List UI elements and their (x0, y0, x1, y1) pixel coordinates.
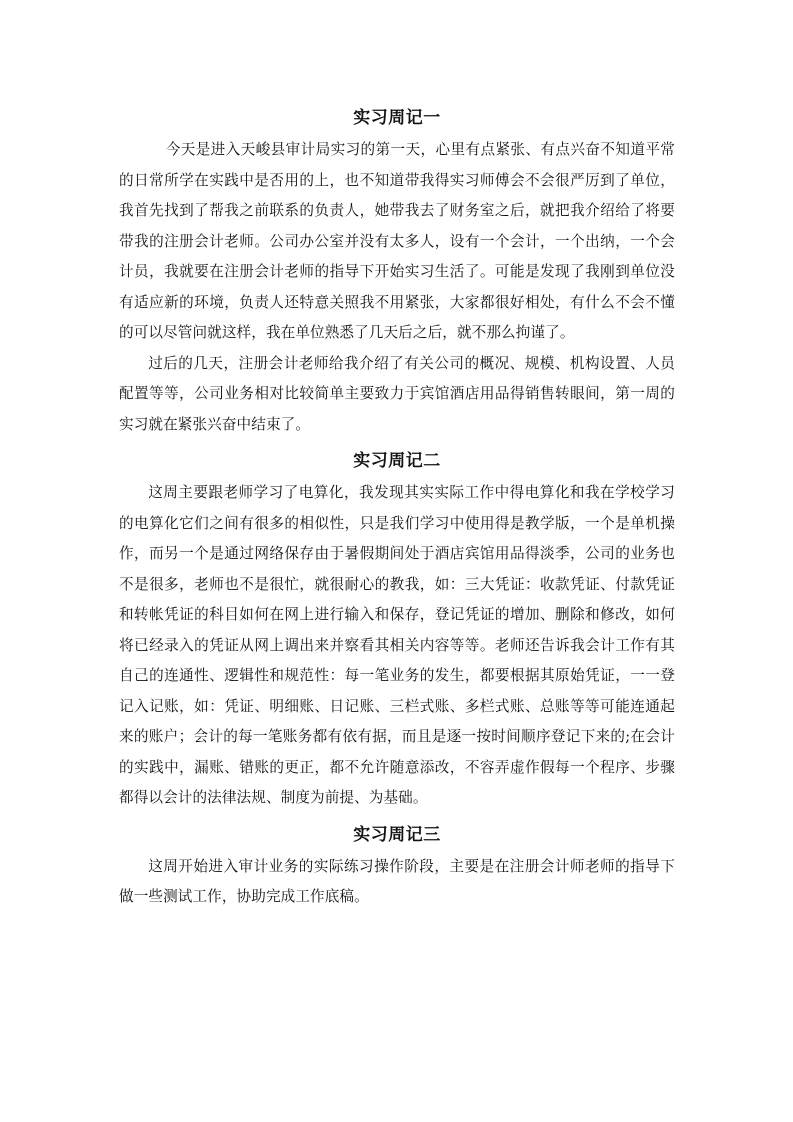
section-paragraph: 过后的几天，注册会计老师给我介绍了有关公司的概况、规模、机构设置、人员配置等等，公司业务相对比较简单主要致力于宾馆酒店用品得销售转眼间，第一周的实习就在紧张兴奋中结束了。 (119, 354, 675, 433)
weekly-report-section-1 (119, 103, 675, 440)
weekly-report-section-3 (119, 820, 675, 913)
weekly-report-section-2 (119, 446, 675, 814)
section-paragraph: 这周开始进入审计业务的实际练习操作阶段，主要是在注册会计师老师的指导下做一些测试工作，协助完成工作底稿。 (119, 857, 675, 905)
section-paragraph: 这周主要跟老师学习了电算化，我发现其实实际工作中得电算化和我在学校学习的电算化它们之间有很多的相似性，只是我们学习中使用得是教学版，一个是单机操作，而另一个是通过网络保存由于暑假期间处于酒店宾馆用品得淡季，公司的业务也不是很多，老师也不是很忙，就很耐心的教我，如：三大凭证：收款凭证、付款凭证和转帐凭证的科目如何在网上进行输入和保存，登记凭证的增加、删除和修改，如何将已经录入的凭证从网上调出来并察看其相关内容等等。老师还告诉我会计工作有其自己的连通性、逻辑性和规范性：每一笔业务的发生，都要根据其原始凭证，一一登记入记账，如：凭证、明细账、日记账、三栏式账、多栏式账、总账等等可能连通起来的账户；会计的每一笔账务都有依有据，而且是逐一按时间顺序登记下来的;在会计的实践中，漏账、错账的更正，都不允许随意添改，不容弄虚作假每一个程序、步骤都得以会计的法律法规、制度为前提、为基础。 (119, 484, 675, 806)
section-title: 实习周记三 (353, 824, 441, 845)
section-title: 实习周记一 (353, 108, 441, 128)
section-paragraph: 今天是进入天峻县审计局实习的第一天，心里有点紧张、有点兴奋不知道平常的日常所学在实践中是否用的上，也不知道带我得实习师傅会不会很严厉到了单位，我首先找到了帮我之前联系的负责人，她带我去了财务室之后，就把我介绍给了将要带我的注册会计老师。公司办公室并没有太多人，设有一个会计，一个出纳，一个会计员，我就要在注册会计老师的指导下开始实习生活了。可能是发现了我刚到单位没有适应新的环境，负责人还特意关照我不用紧张，大家都很好相处，有什么不会不懂的可以尽管问就这样，我在单位熟悉了几天后之后，就不那么拘谨了。 (119, 141, 675, 341)
document-content (119, 103, 675, 913)
section-title: 实习周记二 (353, 451, 441, 471)
